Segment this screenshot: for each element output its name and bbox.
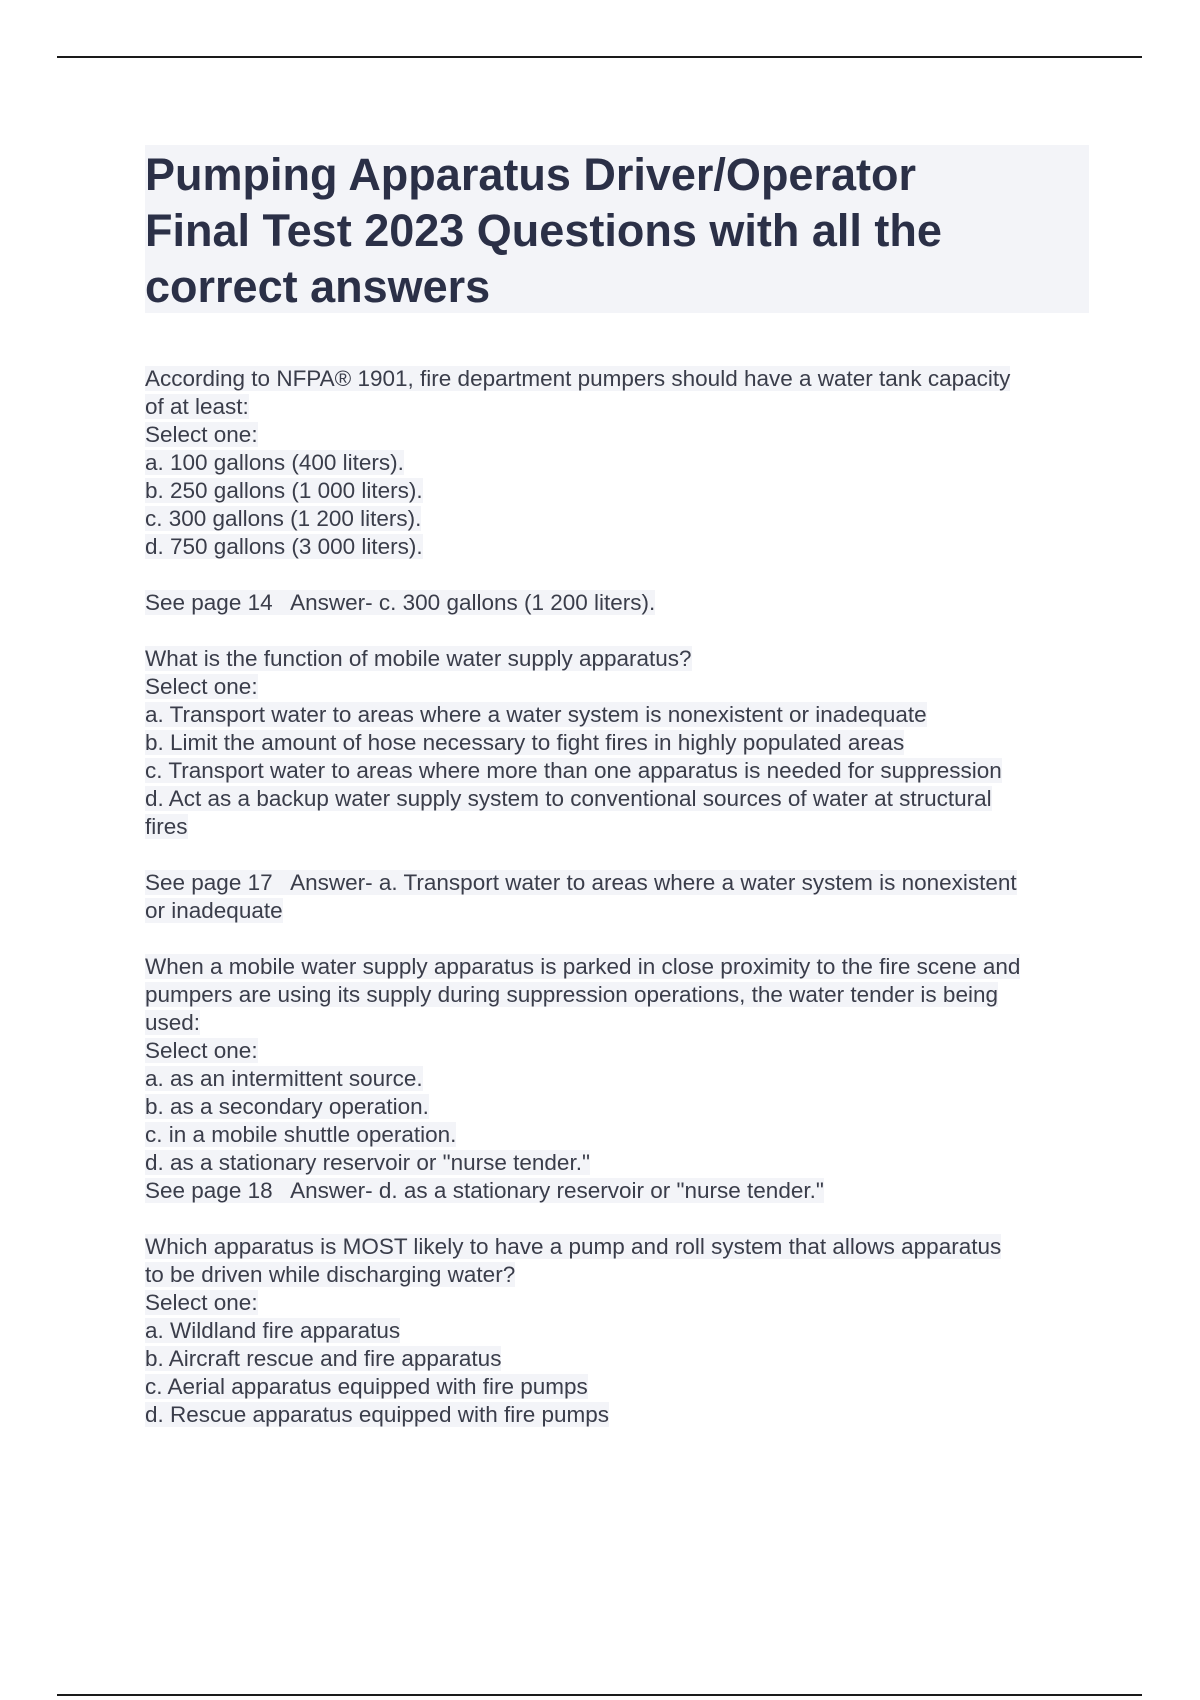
question-prompt: of at least: <box>145 394 249 419</box>
answer-option: d. as a stationary reservoir or "nurse tender." <box>145 1150 590 1175</box>
answer-option: b. Limit the amount of hose necessary to fight fires in highly populated areas <box>145 730 905 755</box>
title-line: correct answers <box>145 261 491 312</box>
select-instruction: Select one: <box>145 1290 258 1315</box>
answer-option: c. Transport water to areas where more than one apparatus is needed for suppression <box>145 758 1002 783</box>
answer-option: c. in a mobile shuttle operation. <box>145 1122 457 1147</box>
question-item <box>145 953 1105 1205</box>
question-item <box>145 365 1105 561</box>
answer-option: d. Rescue apparatus equipped with fire pumps <box>145 1402 610 1427</box>
answer-option: a. Wildland fire apparatus <box>145 1318 401 1343</box>
answer-option: a. as an intermittent source. <box>145 1066 423 1091</box>
answer-option: b. 250 gallons (1 000 liters). <box>145 478 423 503</box>
title-line: Pumping Apparatus Driver/Operator <box>145 149 916 200</box>
correct-answer: or inadequate <box>145 898 283 923</box>
question-prompt: pumpers are using its supply during suppression operations, the water tender is being <box>145 982 998 1007</box>
answer-key <box>145 869 1105 925</box>
answer-option: a. Transport water to areas where a water system is nonexistent or inadequate <box>145 702 927 727</box>
answer-option: a. 100 gallons (400 liters). <box>145 450 404 475</box>
correct-answer: See page 18 Answer- d. as a stationary reservoir or "nurse tender." <box>145 1178 824 1203</box>
question-prompt: Which apparatus is MOST likely to have a pump and roll system that allows apparatus <box>145 1234 1002 1259</box>
answer-option: c. 300 gallons (1 200 liters). <box>145 506 422 531</box>
question-list <box>145 365 1105 1429</box>
question-prompt: to be driven while discharging water? <box>145 1262 516 1287</box>
header-rule <box>57 56 1142 58</box>
correct-answer: See page 14 Answer- c. 300 gallons (1 200 liters). <box>145 590 656 615</box>
title-box <box>145 145 1089 313</box>
question-prompt: According to NFPA® 1901, fire department pumpers should have a water tank capacity <box>145 366 1011 391</box>
correct-answer: See page 17 Answer- a. Transport water to areas where a water system is nonexistent <box>145 870 1017 895</box>
answer-option: b. Aircraft rescue and fire apparatus <box>145 1346 502 1371</box>
answer-option: d. Act as a backup water supply system to conventional sources of water at structural <box>145 786 992 811</box>
question-item <box>145 645 1105 841</box>
answer-option: c. Aerial apparatus equipped with fire pumps <box>145 1374 588 1399</box>
select-instruction: Select one: <box>145 1038 258 1063</box>
question-item <box>145 1233 1105 1429</box>
answer-option: d. 750 gallons (3 000 liters). <box>145 534 423 559</box>
footer-rule <box>57 1694 1142 1696</box>
answer-option: fires <box>145 814 188 839</box>
select-instruction: Select one: <box>145 422 258 447</box>
answer-option: b. as a secondary operation. <box>145 1094 429 1119</box>
document-title <box>145 145 1089 315</box>
question-prompt: used: <box>145 1010 201 1035</box>
question-prompt: What is the function of mobile water supply apparatus? <box>145 646 692 671</box>
select-instruction: Select one: <box>145 674 258 699</box>
question-prompt: When a mobile water supply apparatus is parked in close proximity to the fire scene and <box>145 954 1021 979</box>
answer-key <box>145 589 1105 617</box>
title-line: Final Test 2023 Questions with all the <box>145 205 942 256</box>
